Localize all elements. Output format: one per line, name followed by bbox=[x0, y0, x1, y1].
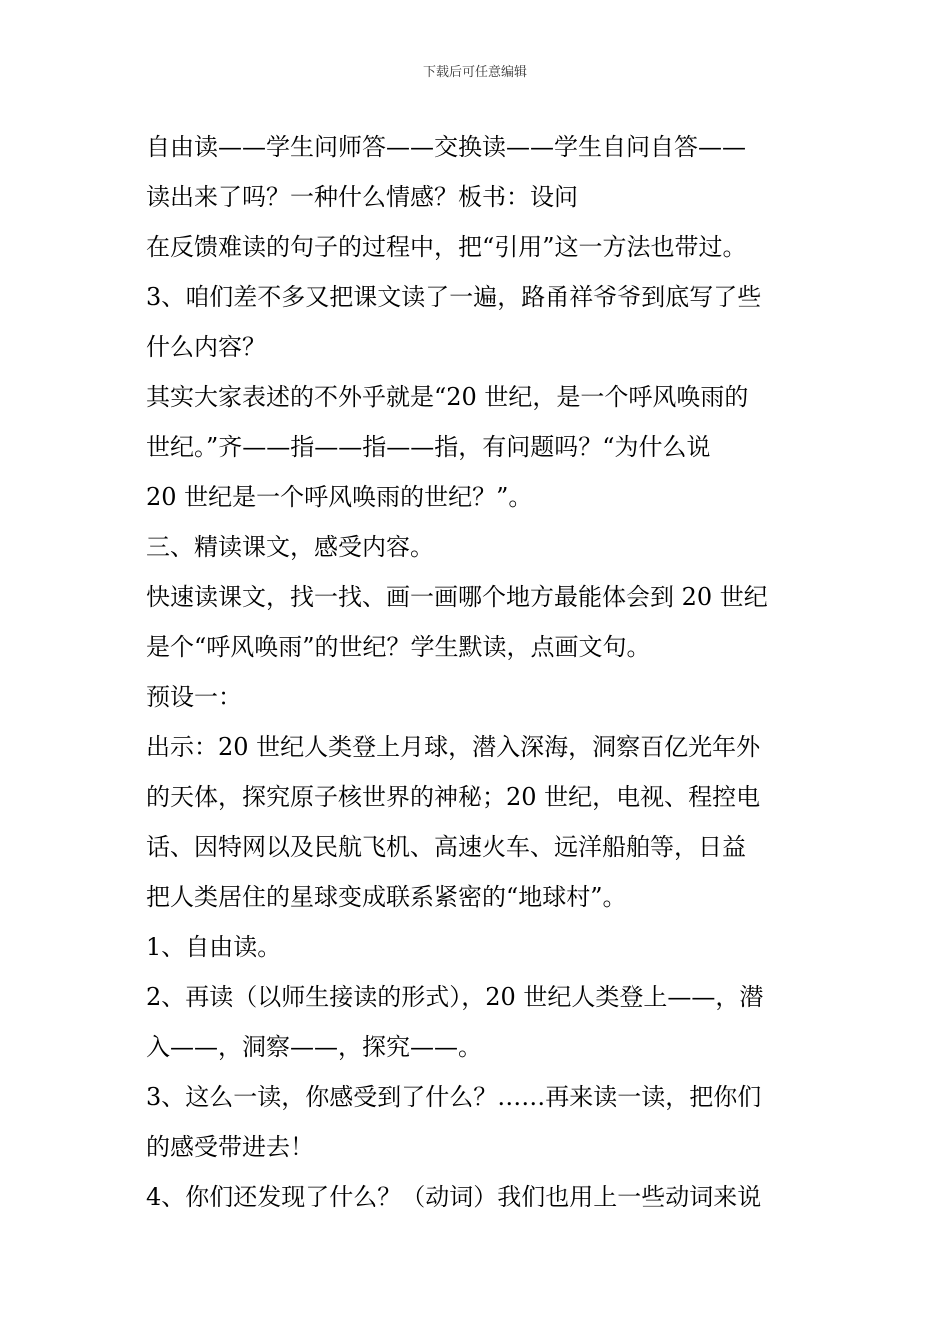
text-line: 读出来了吗？一种什么情感？板书：设问 bbox=[146, 183, 578, 211]
text-line: 快速读课文，找一找、画一画哪个地方最能体会到 20 世纪 bbox=[146, 583, 768, 611]
page-header: 下载后可任意编辑 bbox=[422, 65, 527, 80]
text-line: 是个“呼风唤雨”的世纪？学生默读，点画文句。 bbox=[146, 633, 651, 661]
text-line: 出示：20 世纪人类登上月球，潜入深海，洞察百亿光年外 bbox=[146, 733, 761, 761]
list-item: 3、这么一读，你感受到了什么？……再来读一读，把你们 bbox=[146, 1083, 762, 1111]
text-line: 3、咱们差不多又把课文读了一遍，路甬祥爷爷到底写了些 bbox=[146, 283, 762, 311]
list-item: 4、你们还发现了什么？（动词）我们也用上一些动词来说 bbox=[146, 1183, 762, 1211]
text-line: 其实大家表述的不外乎就是“20 世纪，是一个呼风唤雨的 bbox=[146, 383, 749, 411]
text-line: 20 世纪是一个呼风唤雨的世纪？”。 bbox=[146, 483, 533, 511]
text-line: 入——，洞察——，探究——。 bbox=[146, 1033, 482, 1061]
text-line: 话、因特网以及民航飞机、高速火车、远洋船舶等，日益 bbox=[146, 833, 746, 861]
document-body bbox=[146, 122, 816, 1222]
text-line: 什么内容？ bbox=[146, 333, 266, 361]
text-line: 把人类居住的星球变成联系紧密的“地球村”。 bbox=[146, 883, 627, 911]
text-line: 的天体，探究原子核世界的神秘；20 世纪，电视、程控电 bbox=[146, 783, 761, 811]
text-line: 在反馈难读的句子的过程中，把“引用”这一方法也带过。 bbox=[146, 233, 747, 261]
section-heading: 三、精读课文，感受内容。 bbox=[146, 533, 434, 561]
text-line: 的感受带进去！ bbox=[146, 1133, 314, 1161]
list-item: 2、再读（以师生接读的形式），20 世纪人类登上——，潜 bbox=[146, 983, 764, 1011]
text-line: 世纪。”齐——指——指——指，有问题吗？“为什么说 bbox=[146, 433, 711, 461]
text-line: 预设一： bbox=[146, 683, 242, 711]
list-item: 1、自由读。 bbox=[146, 933, 282, 961]
text-line: 自由读——学生问师答——交换读——学生自问自答—— bbox=[146, 133, 746, 161]
